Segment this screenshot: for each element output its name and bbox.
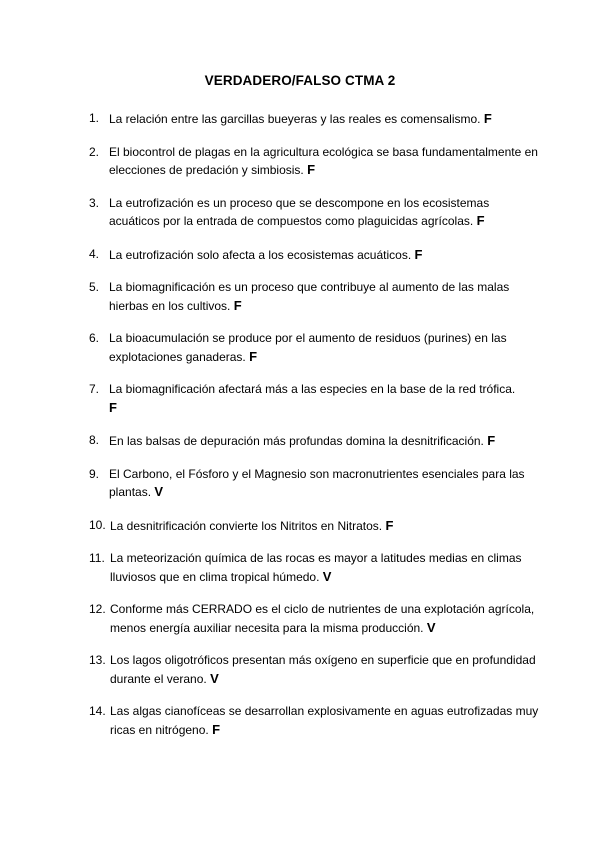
question-text: La eutrofización solo afecta a los ecosistemas acuáticos. bbox=[109, 247, 412, 262]
question-text: En las balsas de depuración más profundas domina la desnitrificación. bbox=[109, 434, 484, 448]
question-answer: F bbox=[487, 433, 496, 448]
question-answer: F bbox=[109, 399, 117, 415]
question-number: 4. bbox=[89, 246, 100, 261]
question-number: 13. bbox=[89, 653, 106, 667]
question-number: 2. bbox=[89, 144, 100, 159]
question-item bbox=[89, 652, 539, 688]
question-item bbox=[89, 381, 539, 417]
question-item bbox=[89, 144, 539, 180]
page-title: VERDADERO/FALSO CTMA 2 bbox=[204, 73, 396, 88]
question-text: La desnitrificación convierte los Nitritos en Nitratos. bbox=[110, 518, 383, 533]
question-item bbox=[89, 110, 539, 129]
question-item bbox=[89, 330, 539, 366]
question-text: La biomagnificación afectará más a las especies en la base de la red trófica. bbox=[109, 382, 516, 396]
question-answer: F bbox=[249, 348, 258, 364]
question-answer: F bbox=[307, 162, 316, 177]
question-item bbox=[89, 703, 539, 739]
question-item bbox=[89, 466, 539, 502]
question-text: La bioacumulación se produce por el aumento de residuos (purines) en las explotaciones ganaderas. bbox=[109, 331, 507, 364]
question-number: 7. bbox=[89, 382, 100, 396]
question-answer: F bbox=[483, 111, 492, 126]
question-text: La biomagnificación es un proceso que contribuye al aumento de las malas hierbas en los cultivos. bbox=[109, 280, 510, 313]
question-item bbox=[89, 246, 539, 265]
question-number: 8. bbox=[89, 433, 100, 447]
question-number: 3. bbox=[89, 195, 100, 210]
question-text: Las algas cianofíceas se desarrollan explosivamente en aguas eutrofizadas muy ricas en nitrógeno. bbox=[110, 704, 539, 737]
question-text: Los lagos oligotróficos presentan más oxígeno en superficie que en profundidad durante el verano. bbox=[110, 653, 536, 686]
question-answer: V bbox=[210, 670, 219, 686]
question-number: 10. bbox=[89, 517, 106, 532]
question-answer: F bbox=[233, 297, 242, 313]
question-number: 6. bbox=[89, 331, 100, 345]
question-answer: F bbox=[414, 246, 423, 262]
question-answer: F bbox=[212, 721, 221, 737]
question-number: 12. bbox=[89, 602, 106, 616]
question-list bbox=[89, 110, 539, 754]
question-answer: F bbox=[385, 517, 394, 533]
question-item bbox=[89, 432, 539, 451]
question-answer: V bbox=[322, 568, 332, 584]
question-item bbox=[89, 279, 539, 315]
question-text: La meteorización química de las rocas es mayor a latitudes medias en climas lluviosos que en clima tropical húmedo. bbox=[110, 551, 522, 584]
question-text: La eutrofización es un proceso que se descompone en los ecosistemas acuáticos por la entrada de compuestos como plaguicidas agrícolas. bbox=[109, 195, 490, 228]
question-number: 14. bbox=[89, 704, 106, 718]
question-answer: V bbox=[154, 484, 164, 499]
question-number: 9. bbox=[89, 466, 100, 481]
question-text: El biocontrol de plagas en la agricultura ecológica se basa fundamentalmente en elecciones de predación y simbiosis. bbox=[109, 144, 538, 177]
question-item bbox=[89, 601, 539, 637]
question-item bbox=[89, 195, 539, 231]
question-text: Conforme más CERRADO es el ciclo de nutrientes de una explotación agrícola, menos energía auxiliar necesita para la misma producción. bbox=[110, 602, 535, 635]
question-number: 1. bbox=[89, 111, 100, 125]
question-item bbox=[89, 517, 539, 536]
question-number: 5. bbox=[89, 280, 100, 294]
question-answer: F bbox=[476, 213, 485, 228]
question-text: El Carbono, el Fósforo y el Magnesio son macronutrientes esenciales para las plantas. bbox=[109, 466, 525, 499]
question-answer: V bbox=[426, 619, 436, 635]
question-text: La relación entre las garcillas bueyeras y las reales es comensalismo. bbox=[109, 112, 481, 126]
question-number: 11. bbox=[89, 551, 105, 565]
question-item bbox=[89, 550, 539, 586]
